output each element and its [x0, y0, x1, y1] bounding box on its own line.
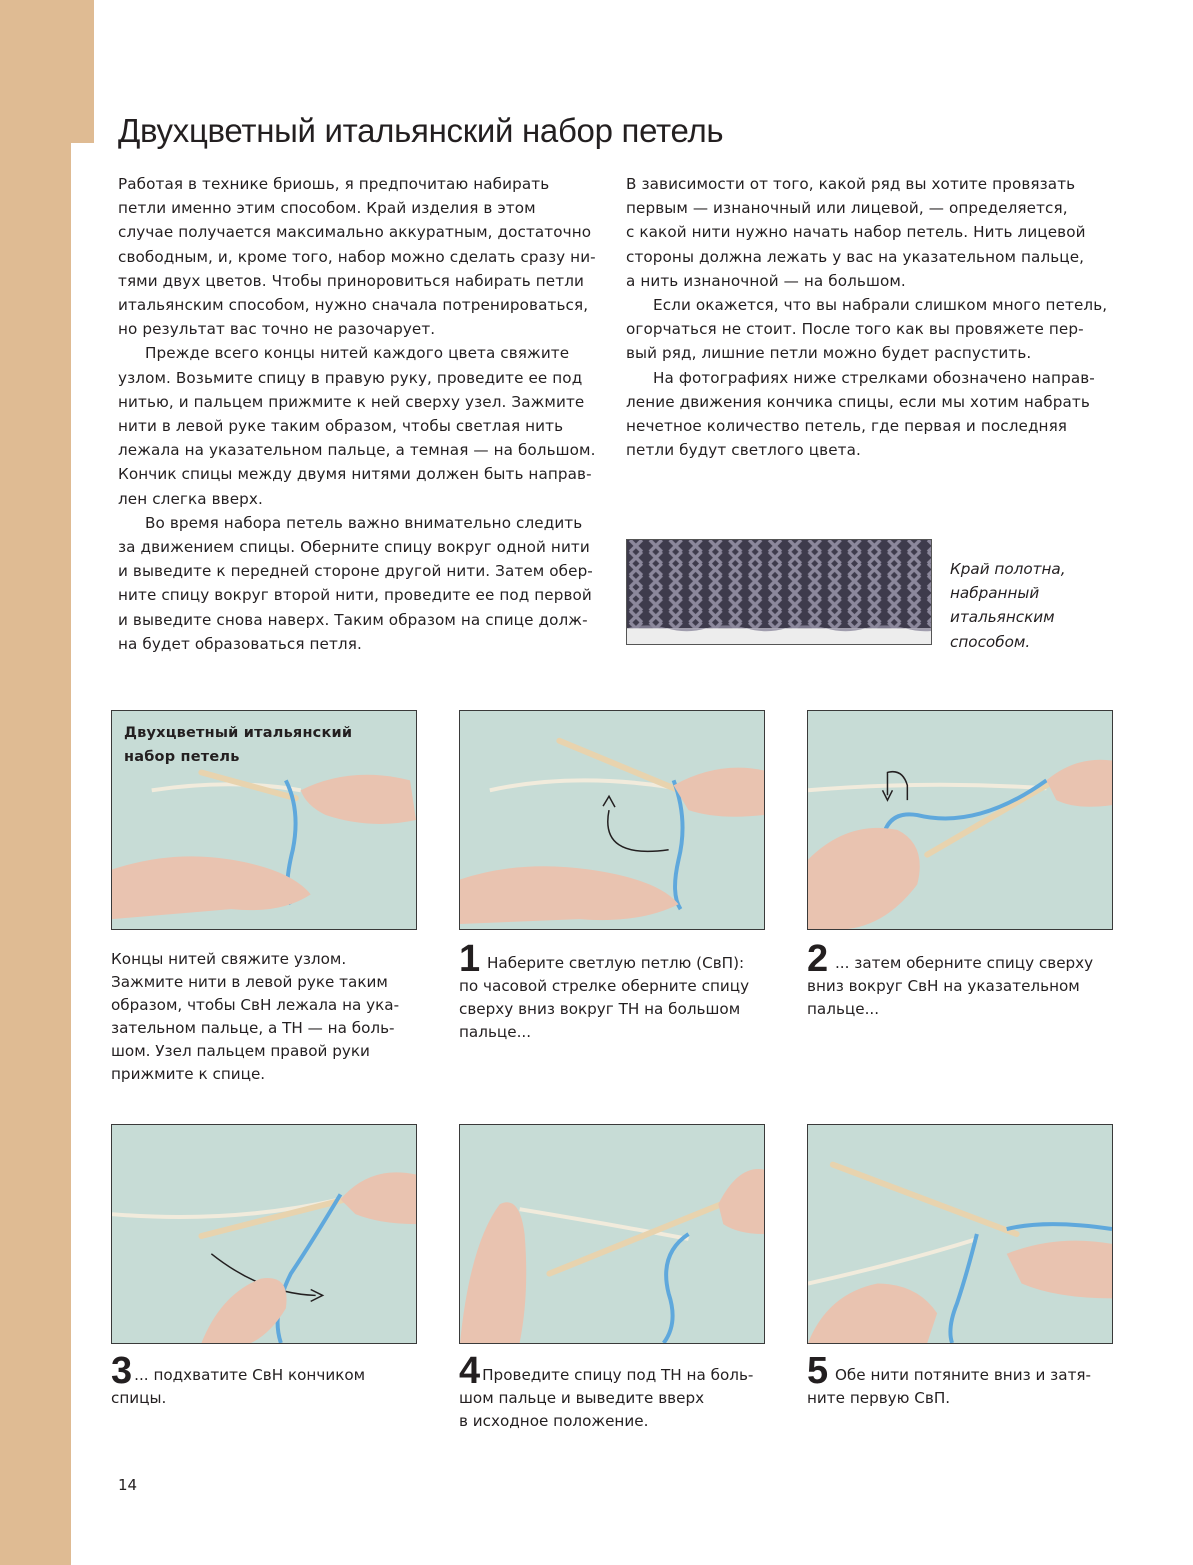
step-photo-4: [459, 1124, 765, 1344]
page-title: Двухцветный итальянский набор петель: [118, 112, 724, 149]
step-photo-3: [111, 1124, 417, 1344]
decorative-band-side: [0, 143, 71, 1565]
step-number: 4: [459, 1350, 481, 1392]
step-description-4: [459, 1350, 765, 1433]
step-photo-2: [807, 710, 1113, 930]
step-description-2: [807, 938, 1113, 1021]
step-text: Наберите светлую петлю (СвП): по часовой стрелке оберните спицу сверху вниз вокруг ТН на большом пальце...: [459, 954, 750, 1041]
paragraph: В зависимости от того, какой ряд вы хотите провязать первым — изнаночный или лицевой, — определяется, с какой нити нужно начать набор петель. Нить лицевой стороны должна лежать у вас на указательном пальце, а нить изнаночной — на большом.: [626, 175, 1086, 290]
step-description-5: [807, 1350, 1113, 1410]
step-description-0: [111, 948, 417, 1086]
paragraph: Если окажется, что вы набрали слишком много петель, огорчаться не стоит. После того как вы провяжете пер- вый ряд, лишние петли можно будет распустить.: [626, 296, 1108, 363]
step-photo-1: [459, 710, 765, 930]
paragraph: На фотографиях ниже стрелками обозначено направ- ление движения кончика спицы, если мы хотим набрать нечетное количество петель, где первая и последняя петли будут светлого цвета.: [626, 368, 1095, 460]
step-description-1: [459, 938, 765, 1044]
swatch-caption: Край полотна, набранный итальянским способом.: [950, 560, 1066, 651]
step-text: ... затем оберните спицу сверху вниз вокруг СвН на указательном пальце...: [807, 954, 1094, 1018]
step-number: 3: [111, 1350, 133, 1392]
step-text: Проведите спицу под ТН на боль- шом пальце и выведите вверх в исходное положение.: [459, 1366, 754, 1430]
page-number: 14: [118, 1476, 138, 1494]
paragraph: Работая в технике бриошь, я предпочитаю набирать петли именно этим способом. Край изделия в этом случае получается максимально аккуратным, достаточно свободным, и, кроме того, набор можно сделать сразу ни- тями двух цветов. Чтобы приноровиться набирать петли итальянским способом, нужно сначала потренироваться, но результат вас точно не разочарует.: [118, 175, 596, 339]
step-description-3: [111, 1350, 417, 1410]
step-number: 5: [807, 1350, 829, 1392]
paragraph: Во время набора петель важно внимательно следить за движением спицы. Оберните спицу вокруг одной нити и выведите к передней стороне другой нити. Затем обер- ните спицу вокруг второй нити, проведите ее под первой и выведите снова наверх. Таким образом на спице долж- на будет образоваться петля.: [118, 513, 593, 653]
decorative-band-top: [0, 0, 94, 143]
knitted-swatch-photo: [626, 539, 932, 645]
step-number: 2: [807, 938, 829, 980]
paragraph: Прежде всего концы нитей каждого цвета свяжите узлом. Возьмите спицу в правую руку, проведите ее под нитью, и пальцем прижмите к ней сверху узел. Зажмите нити в левой руке таким образом, чтобы светлая нить лежала на указательном пальце, а темная — на большом. Кончик спицы между двумя нитями должен быть направ- лен слегка вверх.: [118, 344, 596, 508]
step-text: Обе нити потяните вниз и затя- ните первую СвП.: [807, 1366, 1092, 1407]
left-text-column: [118, 172, 598, 656]
step-number: 1: [459, 938, 481, 980]
step-text: ... подхватите СвН кончиком спицы.: [111, 1366, 366, 1407]
photo-label: Двухцветный итальянский набор петель: [124, 725, 353, 765]
step-photo-0: [111, 710, 417, 930]
step-photo-5: [807, 1124, 1113, 1344]
right-text-column: [626, 172, 1112, 462]
step-text: Концы нитей свяжите узлом. Зажмите нити в левой руке таким образом, чтобы СвН лежала на ука- зательном пальце, а ТН — на боль- шом. Узел пальцем правой руки прижмите к спице.: [111, 950, 400, 1083]
